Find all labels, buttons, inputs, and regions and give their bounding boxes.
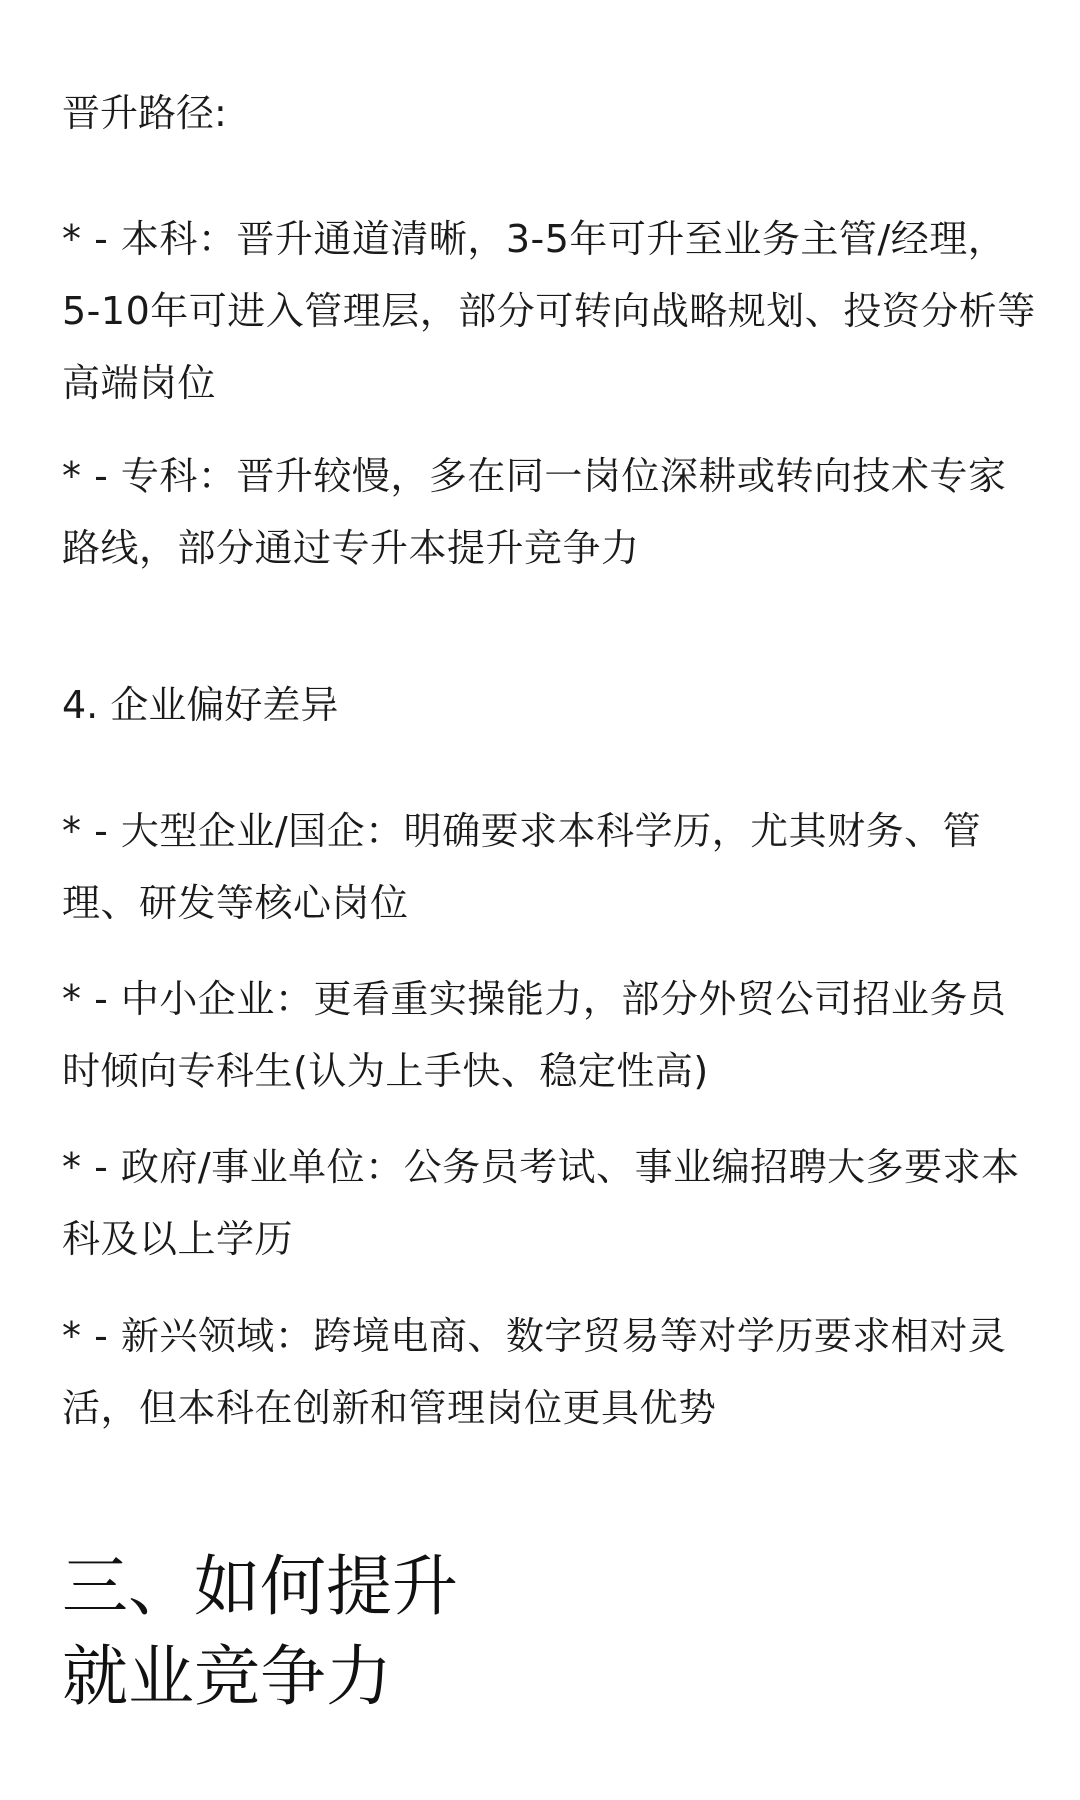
bullet-emerging-fields: * - 新兴领域：跨境电商、数字贸易等对学历要求相对灵活，但本科在创新和管理岗位更具优势: [62, 1314, 1007, 1430]
bullet-large-enterprise: * - 大型企业/国企：明确要求本科学历，尤其财务、管理、研发等核心岗位: [62, 809, 982, 925]
bullet-junior-college-promotion: * - 专科：晋升较慢，多在同一岗位深耕或转向技术专家路线，部分通过专升本提升竞争力: [62, 454, 1007, 570]
bullet-bachelor-promotion: * - 本科：晋升通道清晰，3-5年可升至业务主管/经理，5-10年可进入管理层，部分可转向战略规划、投资分析等高端岗位: [62, 217, 1036, 405]
section-title-line-2: 就业竞争力: [62, 1638, 392, 1715]
section-title-line-1: 三、如何提升: [62, 1548, 458, 1625]
enterprise-preference-heading: 4. 企业偏好差异: [62, 683, 339, 727]
promotion-path-heading: 晋升路径:: [62, 91, 227, 135]
bullet-sme: * - 中小企业：更看重实操能力，部分外贸公司招业务员时倾向专科生(认为上手快、稳定性高): [62, 977, 1007, 1093]
bullet-government: * - 政府/事业单位：公务员考试、事业编招聘大多要求本科及以上学历: [62, 1145, 1020, 1261]
section-title: [62, 1542, 458, 1722]
